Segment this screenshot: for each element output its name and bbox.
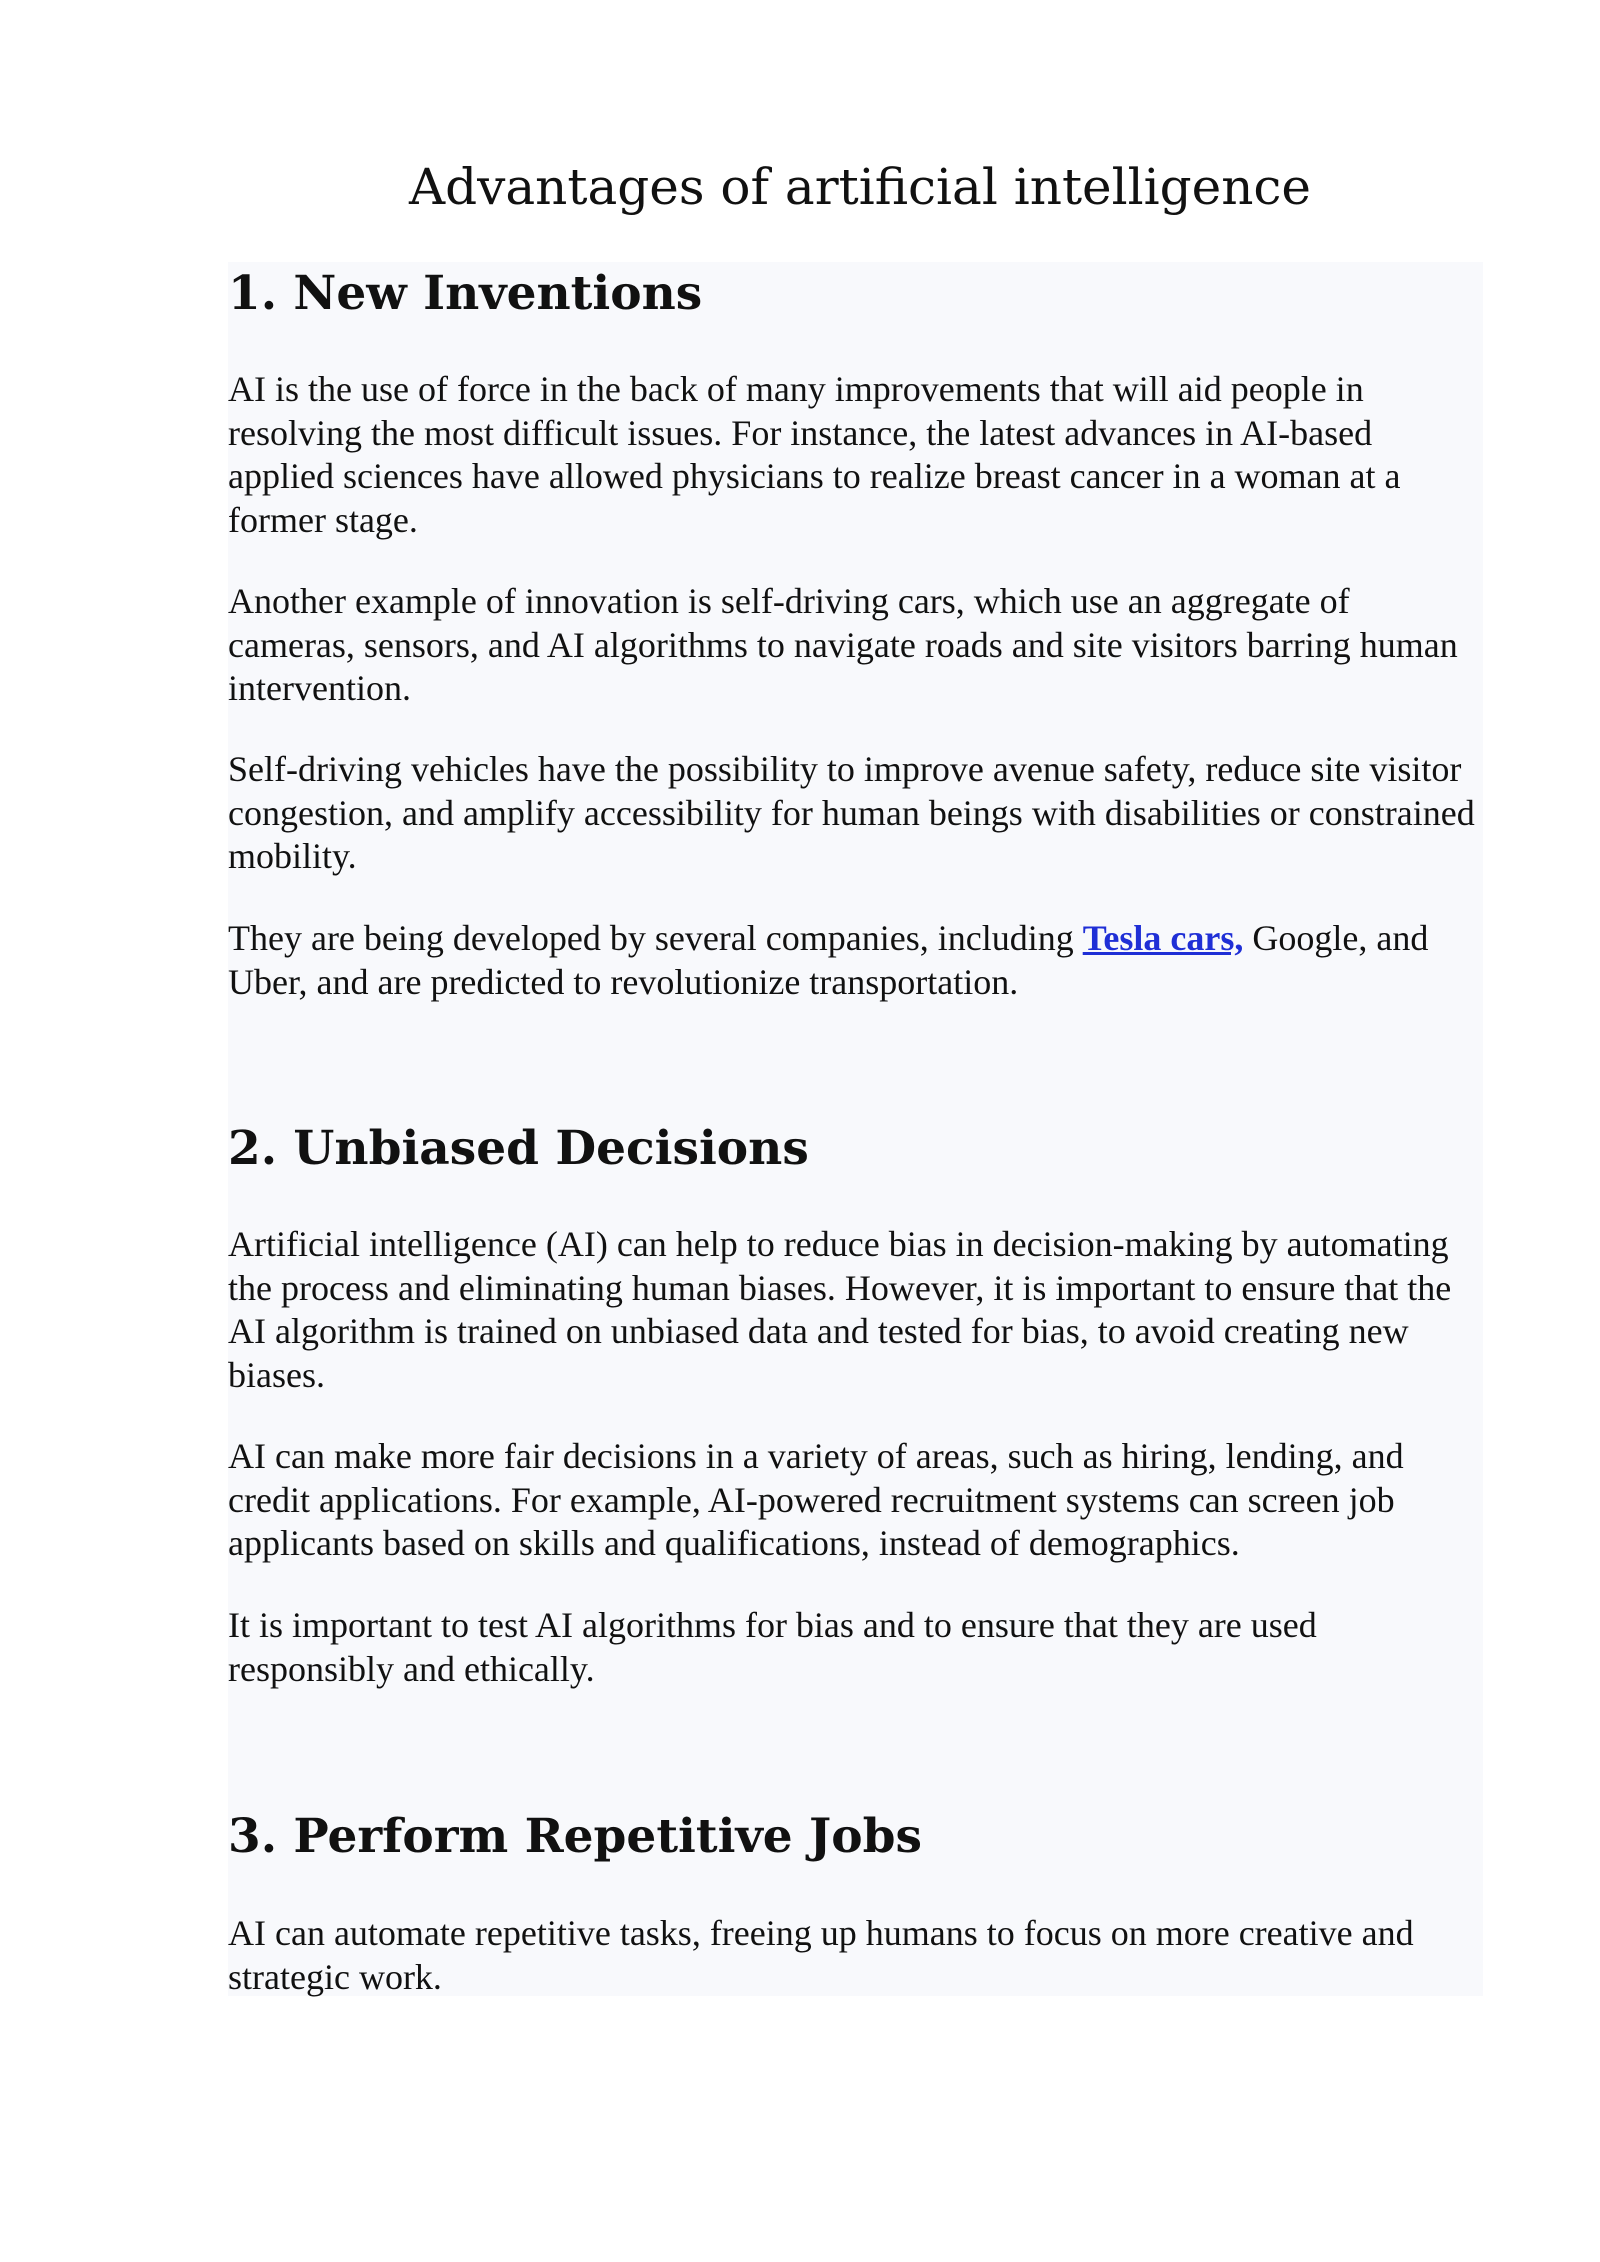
paragraph: Another example of innovation is self-driving cars, which use an aggregate of cameras, sensors, and AI algorithms to navigate roads and site visitors barring human intervention. <box>228 581 1458 708</box>
article-content <box>228 262 1483 1996</box>
paragraph: It is important to test AI algorithms for bias and to ensure that they are used responsibly and ethically. <box>228 1605 1317 1689</box>
paragraph: AI is the use of force in the back of many improvements that will aid people in resolving the most difficult issues. For instance, the latest advances in AI-based applied sciences have allowed physicians to realize breast cancer in a woman at a former stage. <box>228 369 1401 540</box>
paragraph: AI can automate repetitive tasks, freeing up humans to focus on more creative and strategic work. <box>228 1913 1414 1997</box>
paragraph: Artificial intelligence (AI) can help to reduce bias in decision-making by automating the process and eliminating human biases. However, it is important to ensure that the AI algorithm is trained on unbiased data and tested for bias, to avoid creating new biases. <box>228 1224 1452 1395</box>
document-title: Advantages of artificial intelligence <box>408 158 1311 216</box>
paragraph-with-link <box>228 917 1483 1004</box>
section-heading-new-inventions: 1. New Inventions <box>228 266 703 321</box>
section-heading-unbiased-decisions: 2. Unbiased Decisions <box>228 1121 809 1176</box>
paragraph: Self-driving vehicles have the possibility to improve avenue safety, reduce site visitor congestion, and amplify accessibility for human beings with disabilities or constrained mobility. <box>228 749 1475 876</box>
section-heading-perform-repetitive-jobs: 3. Perform Repetitive Jobs <box>228 1809 922 1864</box>
paragraph-text: Google, and Uber, and are predicted to revolutionize transportation. <box>228 918 1429 1002</box>
tesla-cars-link[interactable]: Tesla cars, <box>1082 918 1244 958</box>
paragraph: AI can make more fair decisions in a variety of areas, such as hiring, lending, and credit applications. For example, AI-powered recruitment systems can screen job applicants based on skills and qualifications, instead of demographics. <box>228 1436 1404 1563</box>
paragraph-text: They are being developed by several companies, including <box>228 918 1083 958</box>
